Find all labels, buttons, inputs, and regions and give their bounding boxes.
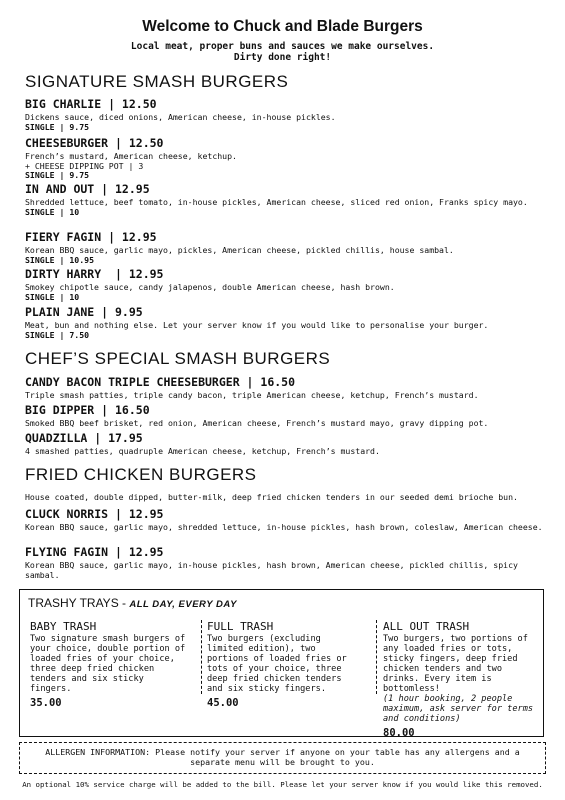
item-name: BIG DIPPER | 16.50 — [25, 403, 150, 417]
item-single-price: SINGLE | 10.95 — [25, 254, 95, 265]
menu-item-plain-jane — [25, 305, 545, 340]
item-description: Korean BBQ sauce, garlic mayo, shredded lettuce, in-house pickles, hash brown, coleslaw, American cheese. — [25, 522, 543, 532]
service-charge-note: An optional 10% service charge will be added to the bill. Please let your server know if you would like this removed. — [22, 780, 543, 789]
section-intro: House coated, double dipped, butter-milk, deep fried chicken tenders in our seeded demi brioche bun. — [25, 492, 518, 502]
item-description: Dickens sauce, diced onions, American cheese, in-house pickles. — [25, 112, 336, 122]
item-name: CANDY BACON TRIPLE CHEESEBURGER | 16.50 — [25, 375, 296, 389]
item-name: PLAIN JANE | 9.95 — [25, 305, 143, 319]
item-name: BIG CHARLIE | 12.50 — [25, 97, 157, 111]
tray-name: BABY TRASH — [30, 620, 97, 633]
menu-item-dirty-harry — [25, 267, 545, 302]
menu-item-flying-fagin — [25, 545, 545, 580]
tray-note: (1 hour booking, 2 people maximum, ask server for terms and conditions) — [383, 694, 534, 724]
tray-price: 80.00 — [383, 727, 415, 739]
menu-item-in-and-out — [25, 182, 545, 217]
allergen-information-box — [19, 742, 546, 774]
subtitle-line-1: Local meat, proper buns and sauces we make ourselves. — [130, 41, 435, 52]
item-single-price: SINGLE | 10 — [25, 291, 80, 302]
item-name: FLYING FAGIN | 12.95 — [25, 545, 164, 559]
page-subtitle — [0, 41, 565, 63]
allergen-line-1: ALLERGEN INFORMATION: Please notify your server if anyone on your table has any allergens and a — [45, 747, 520, 757]
menu-item-fiery-fagin — [25, 230, 545, 265]
tray-name: ALL OUT TRASH — [383, 620, 470, 633]
tray-price: 45.00 — [207, 697, 239, 709]
item-name: CHEESEBURGER | 12.50 — [25, 136, 164, 150]
page-title: Welcome to Chuck and Blade Burgers — [142, 18, 423, 35]
tray-full-trash — [207, 620, 357, 709]
item-description: French’s mustard, American cheese, ketchup. — [25, 151, 237, 161]
item-single-price: SINGLE | 9.75 — [25, 121, 90, 132]
item-name: IN AND OUT | 12.95 — [25, 182, 150, 196]
menu-item-cheeseburger — [25, 136, 545, 181]
menu-item-big-charlie — [25, 97, 545, 132]
item-description: Meat, bun and nothing else. Let your server know if you would like to personalise your burger. — [25, 320, 489, 330]
trays-heading — [28, 596, 237, 610]
item-name: DIRTY HARRY | 12.95 — [25, 267, 164, 281]
item-single-price: SINGLE | 10 — [25, 206, 80, 217]
item-name: CLUCK NORRIS | 12.95 — [25, 507, 164, 521]
tray-name: FULL TRASH — [207, 620, 274, 633]
trays-title: TRASHY TRAYS - — [28, 596, 130, 610]
menu-item-cluck-norris — [25, 507, 545, 533]
item-description: Triple smash patties, triple candy bacon, triple American cheese, ketchup, French’s mustard. — [25, 390, 479, 400]
section-heading-signature: SIGNATURE SMASH BURGERS — [25, 72, 289, 91]
tray-all-out-trash — [383, 620, 535, 739]
tray-description: Two burgers, two portions of any loaded fries or tots, sticky fingers, deep fried chicken tenders and two drinks. Every item is bottomless! — [383, 634, 528, 694]
item-name: QUADZILLA | 17.95 — [25, 431, 143, 445]
tray-price: 35.00 — [30, 697, 62, 709]
item-description: Shredded lettuce, beef tomato, in-house pickles, American cheese, sliced red onion, Franks spicy mayo. — [25, 197, 528, 207]
item-description: Korean BBQ sauce, garlic mayo, in-house pickles, hash brown, American cheese, pickled chillis, spicy sambal. — [25, 560, 518, 580]
item-name: FIERY FAGIN | 12.95 — [25, 230, 157, 244]
item-single-price: SINGLE | 9.75 — [25, 170, 90, 181]
item-description: 4 smashed patties, quadruple American cheese, ketchup, French’s mustard. — [25, 446, 380, 456]
allergen-line-2: separate menu will be brought to you. — [190, 757, 375, 767]
trashy-trays-box — [19, 589, 544, 737]
subtitle-line-2: Dirty done right! — [233, 52, 332, 63]
item-single-price: SINGLE | 7.50 — [25, 329, 90, 340]
item-addon: + CHEESE DIPPING POT | 3 — [25, 160, 144, 171]
menu-item-quadzilla — [25, 431, 545, 457]
menu-item-big-dipper — [25, 403, 545, 429]
tray-description: Two burgers (excluding limited edition), two portions of loaded fries or tots of your choice, three deep fried chicken tenders and six sticky fingers. — [207, 634, 347, 694]
section-heading-chefs-special: CHEF’S SPECIAL SMASH BURGERS — [25, 349, 331, 368]
item-description: Smokey chipotle sauce, candy jalapenos, double American cheese, hash brown. — [25, 282, 395, 292]
section-heading-fried-chicken: FRIED CHICKEN BURGERS — [25, 465, 257, 484]
trays-tagline: ALL DAY, EVERY DAY — [129, 599, 237, 610]
item-description: Smoked BBQ beef brisket, red onion, American cheese, French’s mustard mayo, gravy dipping pot. — [25, 418, 489, 428]
item-description: Korean BBQ sauce, garlic mayo, pickles, American cheese, pickled chillis, house sambal. — [25, 245, 454, 255]
tray-baby-trash — [30, 620, 190, 709]
menu-item-candy-bacon — [25, 375, 545, 401]
tray-description: Two signature smash burgers of your choice, double portion of loaded fries of your choice, three deep fried chicken tenders and six sticky fingers. — [30, 634, 186, 694]
